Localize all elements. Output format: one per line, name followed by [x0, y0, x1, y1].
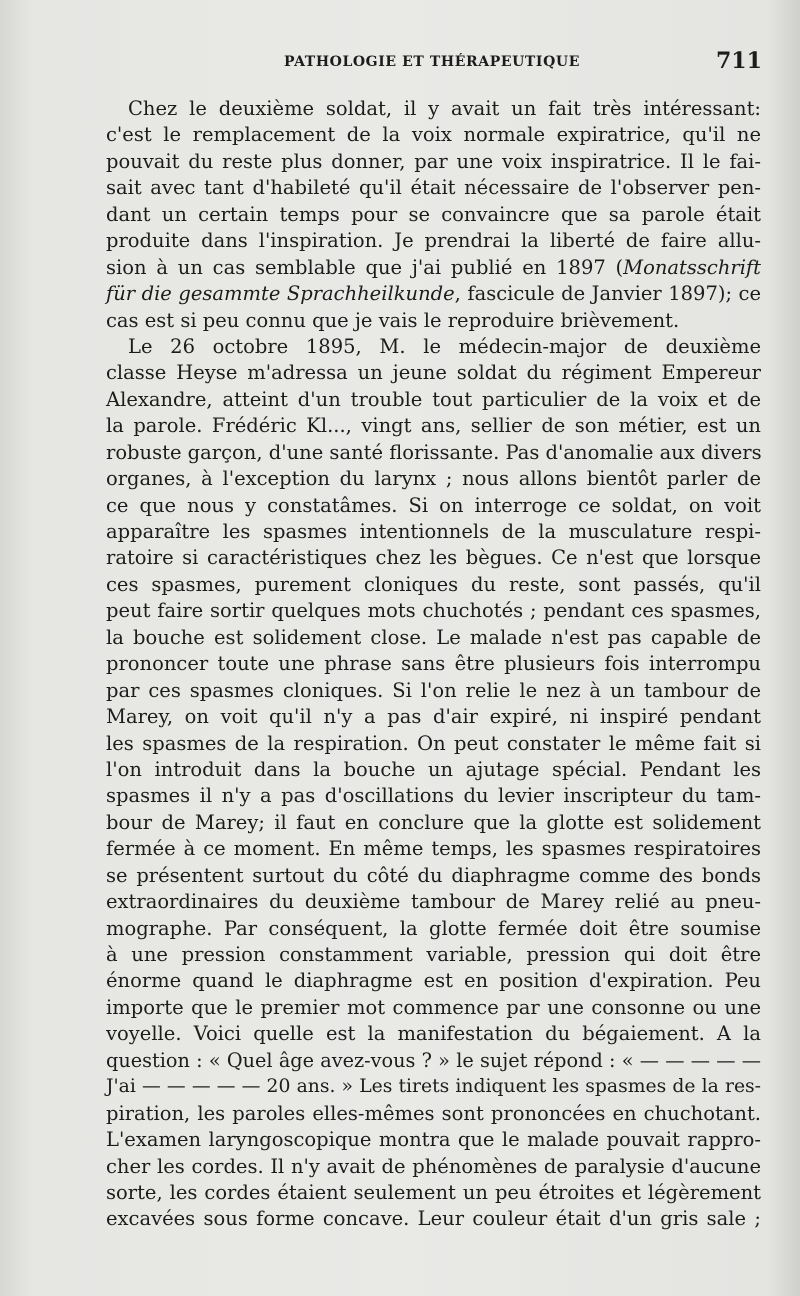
- text-line: robuste garçon, d'une santé florissante. Pas d'anomalie aux divers: [106, 440, 762, 464]
- text-line: sorte, les cordes étaient seulement un peu étroites et légèrement: [106, 1180, 761, 1204]
- text-line: classe Heyse m'adressa un jeune soldat du régiment Empereur: [106, 361, 761, 385]
- text-line: apparaître les spasmes intentionnels de la musculature respi-: [106, 520, 761, 543]
- text-line: bour de Marey; il faut en conclure que la glotte est solidement: [106, 810, 761, 834]
- text-line: dant un certain temps pour se convaincre que sa parole était: [106, 202, 761, 226]
- text-line: Alexandre, atteint d'un trouble tout particulier de la voix et de: [106, 387, 761, 411]
- text-line: peut faire sortir quelques mots chuchotés ; pendant ces spasmes,: [106, 599, 761, 623]
- text-line: la bouche est solidement close. Le malade n'est pas capable de: [106, 625, 761, 649]
- text-line: sait avec tant d'habileté qu'il était nécessaire de l'observer pen-: [106, 176, 761, 200]
- running-title: PATHOLOGIE ET THÉRAPEUTIQUE: [284, 54, 580, 70]
- text-line: la parole. Frédéric Kl..., vingt ans, sellier de son métier, est un: [106, 414, 761, 438]
- text-line: mographe. Par conséquent, la glotte fermée doit être soumise: [106, 916, 761, 940]
- text-line: organes, à l'exception du larynx ; nous allons bientôt parler de: [106, 467, 761, 491]
- journal-title-part: für die gesammte Sprachheilkunde: [106, 282, 455, 306]
- text-fragment: sion à un cas semblable que j'ai publié en 1897 (: [106, 255, 624, 279]
- text-line: ce que nous y constatâmes. Si on interroge ce soldat, on voit: [106, 493, 761, 517]
- text-line: fermée à ce moment. En même temps, les spasmes respiratoires: [106, 837, 761, 861]
- text-line: J'ai — — — — — 20 ans. » Les tirets indiquent les spasmes de la res-: [106, 1076, 761, 1098]
- text-line: l'on introduit dans la bouche un ajutage spécial. Pendant les: [106, 757, 761, 781]
- text-line: Marey, on voit qu'il n'y a pas d'air expiré, ni inspiré pendant: [106, 705, 761, 729]
- text-line: c'est le remplacement de la voix normale expiratrice, qu'il ne: [106, 123, 761, 147]
- text-line: par ces spasmes cloniques. Si l'on relie le nez à un tambour de: [106, 678, 761, 702]
- text-line: cher les cordes. Il n'y avait de phénomènes de paralysie d'aucune: [106, 1154, 761, 1178]
- text-line: ratoire si caractéristiques chez les bègues. Ce n'est que lorsque: [106, 546, 761, 570]
- text-line: spasmes il n'y a pas d'oscillations du levier inscripteur du tam-: [106, 784, 761, 808]
- body-text: [106, 96, 761, 1233]
- text-line: Le 26 octobre 1895, M. le médecin-major de deuxième: [128, 334, 761, 358]
- text-line: prononcer toute une phrase sans être plusieurs fois interrompu: [106, 652, 761, 676]
- text-line: énorme quand le diaphragme est en position d'expiration. Peu: [106, 969, 761, 993]
- text-line: ces spasmes, purement cloniques du reste, sont passés, qu'il: [106, 572, 761, 596]
- text-line: se présentent surtout du côté du diaphragme comme des bonds: [106, 863, 761, 887]
- text-line: importe que le premier mot commence par une consonne ou une: [106, 995, 761, 1019]
- text-line: produite dans l'inspiration. Je prendrai la liberté de faire allu-: [106, 229, 761, 253]
- text-line: L'examen laryngoscopique montra que le malade pouvait rappro-: [106, 1128, 761, 1152]
- journal-title-part: Monatsschrift: [623, 255, 761, 279]
- text-line: Chez le deuxième soldat, il y avait un fait très intéressant:: [128, 97, 761, 120]
- text-fragment: , fascicule de Janvier 1897); ce: [454, 282, 761, 306]
- text-line: [106, 255, 761, 281]
- text-line: excavées sous forme concave. Leur couleur était d'un gris sale ;: [106, 1207, 761, 1231]
- text-line: question : « Quel âge avez-vous ? » le sujet répond : « — — — — —: [106, 1048, 761, 1072]
- text-line: cas est si peu connu que je vais le reproduire brièvement.: [106, 308, 680, 332]
- text-line: à une pression constamment variable, pression qui doit être: [106, 943, 761, 966]
- text-line: extraordinaires du deuxième tambour de Marey relié au pneu-: [106, 890, 761, 914]
- text-line: voyelle. Voici quelle est la manifestation du bégaiement. A la: [106, 1022, 761, 1046]
- text-line: [106, 281, 761, 307]
- page-number: 711: [716, 48, 762, 74]
- running-header: [0, 48, 800, 78]
- text-line: pouvait du reste plus donner, par une voix inspiratrice. Il le fai-: [106, 149, 761, 173]
- text-line: les spasmes de la respiration. On peut constater le même fait si: [106, 731, 761, 755]
- text-line: piration, les paroles elles-mêmes sont prononcées en chuchotant.: [106, 1101, 761, 1125]
